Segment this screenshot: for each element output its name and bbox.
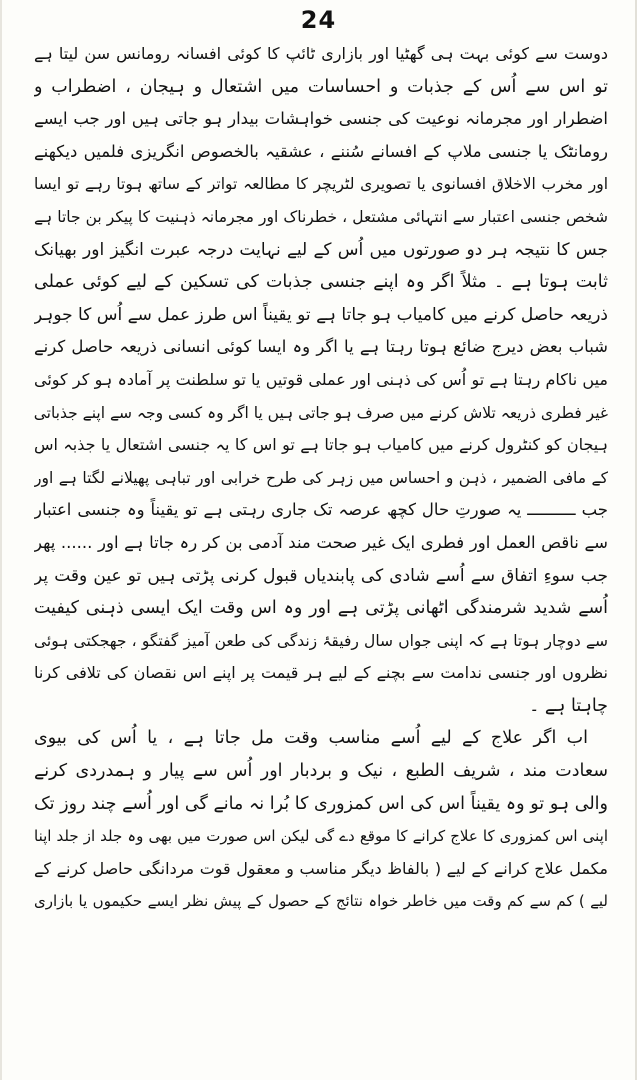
page-number: 24 [300, 6, 337, 34]
text-line: دوست سے کوئی بہت ہی گھٹیا اور بازاری ٹائپ کا کوئی افسانہ رومانس سن لیتا ہے [34, 44, 608, 63]
text-line: سعادت مند ، شریف الطبع ، نیک و بردبار اور اُس سے پیار و ہمدردی کرنے [34, 761, 608, 782]
paragraph-2 [34, 722, 608, 918]
text-line: میں ناکام رہتا ہے تو اُس کی ذہنی اور عملی قوتیں یا تو سلطنت پر آمادہ ہو کر کوئی [34, 369, 608, 389]
text-line: اُسے شدید شرمندگی اٹھانی پڑتی ہے اور وہ اس وقت ایک ایسی ذہنی کیفیت [34, 598, 608, 619]
text-line: مکمل علاج کرانے کے لیے ( بالفاظ دیگر مناسب و معقول قوت مردانگی حاصل کرنے کے [34, 858, 608, 878]
text-line: اب اگر علاج کے لیے اُسے مناسب وقت مل جاتا ہے ، یا اُس کی بیوی [34, 728, 588, 749]
text-line: جب ــــــــــ یہ صورتِ حال کچھ عرصہ تک جاری رہتی ہے تو یقیناً وہ جنسی اعتبار [34, 500, 608, 520]
text-line: ثابت ہوتا ہے ۔ مثلاً اگر وہ اپنے جنسی جذبات کی تسکین کے لیے کوئی عملی [34, 272, 608, 293]
text-line: جس کا نتیجہ ہر دو صورتوں میں اُس کے لیے نہایت درجہ عبرت انگیز اور بھیانک [34, 239, 608, 260]
page-body [34, 38, 608, 918]
text-line: چاہتا ہے ۔ [529, 695, 608, 716]
paragraph-1 [34, 38, 608, 722]
text-line: اپنی اس کمزوری کا علاج کرانے کا موقع دے گی لیکن اس صورت میں بھی وہ جلد از جلد اپنا [34, 827, 608, 846]
text-line: سے دوچار ہوتا ہے کہ اپنی جواں سال رفیقۂ زندگی کی طعن آمیز گفتگو ، جھجکتی ہوئی [34, 631, 608, 650]
text-line: ذریعہ حاصل کرنے میں کامیاب ہو جاتا ہے تو یقیناً اس طرز عمل سے اُس کا جوہر [34, 304, 608, 325]
text-line: ہیجان کو کنٹرول کرنے میں کامیاب ہو جاتا ہے تو اس کا یہ جنسی اشتعال یا جذبہ اس [34, 435, 608, 455]
text-line: کے مافی الضمیر ، ذہن و احساس میں زہر کی طرح خرابی اور تباہی پھیلانے لگتا ہے اور [34, 468, 608, 487]
text-line: لیے ) کم سے کم وقت میں خاطر خواہ نتائج کے حصول کے پیش نظر ایسے حکیموں یا بازاری [34, 892, 608, 911]
text-line: شخص جنسی اعتبار سے انتہائی مشتعل ، خطرناک اور مجرمانہ ذہنیت کا پیکر بن جاتا ہے [34, 207, 608, 226]
text-line: سے ناقص العمل اور فطری ایک غیر صحت مند آدمی بن کر رہ جاتا ہے اور ...... پھر [34, 532, 608, 552]
text-line: نظروں اور جنسی ندامت سے بچنے کے لیے ہر قیمت پر اپنے اس نقصان کی تلافی کرنا [34, 663, 608, 683]
text-line: رومانٹک یا جنسی ملاپ کے افسانے سُننے ، عشقیہ بالخصوص انگریزی فلمیں دیکھنے [34, 141, 608, 161]
text-line: غیر فطری ذریعہ تلاش کرنے میں صرف ہو جاتی ہیں یا اگر وہ کسی وجہ سے اپنے جذباتی [34, 403, 608, 422]
text-line: جب سوءِ اتفاق سے اُسے شادی کی پابندیاں قبول کرنی پڑتی ہیں تو عین وقت پر [34, 565, 608, 586]
text-line: تو اس سے اُس کے جذبات و احساسات میں اشتعال و ہیجان ، اضطراب و [34, 76, 608, 97]
text-line: والی ہو تو وہ یقیناً اس کی اس کمزوری کا بُرا نہ مانے گی اور اُسے چند روز تک [34, 793, 608, 814]
text-line: شباب بعض دیرج ضائع ہوتا رہتا ہے یا اگر وہ ایسا کوئی انسانی ذریعہ حاصل کرنے [34, 337, 608, 357]
text-line: اضطرار اور مجرمانہ نوعیت کی جنسی خواہشات بیدار ہو جاتی ہیں اور جب ایسے [34, 109, 608, 129]
text-line: اور مخرب الاخلاق افسانوی یا تصویری لٹریچر کا مطالعہ تواتر کے ساتھ ہوتا رہے تو ایسا [34, 175, 608, 194]
